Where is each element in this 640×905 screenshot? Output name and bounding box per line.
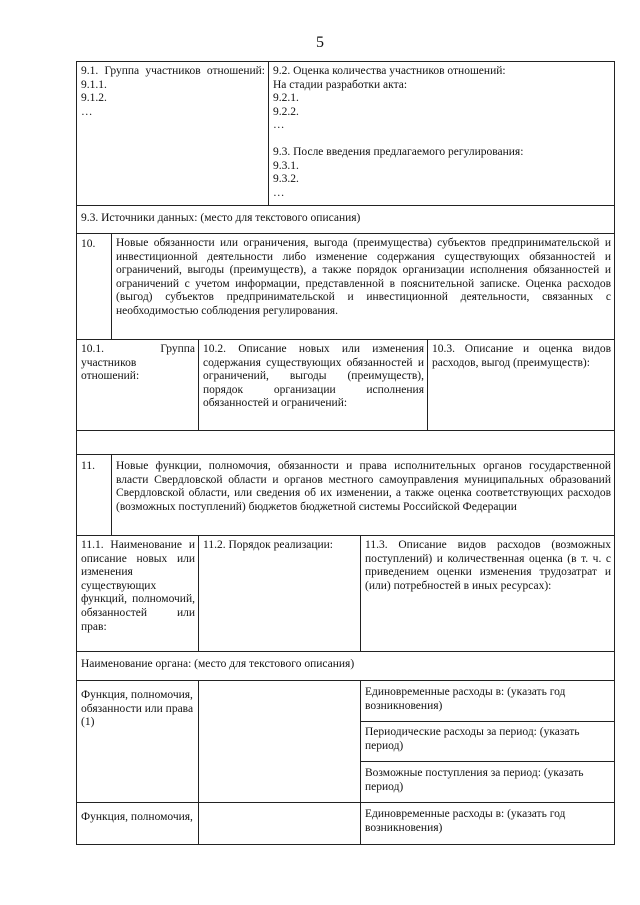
function-1-label: Функция, полномочия, обязанности или права (1)	[81, 689, 194, 729]
stage-dev-item: …	[273, 119, 285, 132]
count-title: 9.2. Оценка количества участников отношений:	[273, 65, 506, 77]
group-item: 9.1.1.	[81, 78, 107, 91]
stage-dev-item: 9.2.1.	[273, 92, 299, 105]
section-10-text: Новые обязанности или ограничения, выгода (преимущества) субъектов предпринимательской и инвестиционной деятельности либо изменение содержания существующих обязанностей и ограничений, выгоды (преимуществ), а также порядок организации исполнения обязанностей и ограничений с учетом информации, представленной в пояснительной записке. Оценка расходов (выгод) субъектов предпринимательской и инвестиционной деятельности, связанных с необходимостью соблюдения регулирования.	[111, 234, 614, 340]
after-item: 9.3.2.	[273, 173, 299, 186]
after-item: …	[273, 186, 285, 199]
sources-text: 9.3. Источники данных: (место для текстового описания)	[81, 212, 361, 224]
periodic-cost-1: Периодические расходы за период: (указать период)	[365, 726, 580, 752]
page-number: 5	[316, 34, 324, 51]
col-11-1: 11.1. Наименование и описание новых или изменения существующих функций, полномочий, обязанностей или прав:	[81, 539, 195, 633]
onetime-cost-2: Единовременные расходы в: (указать год возникновения)	[360, 803, 614, 845]
col-10-1: 10.1. Группа участников отношений:	[81, 343, 195, 383]
after-title: 9.3. После введения предлагаемого регулирования:	[273, 145, 524, 158]
function-row-2	[77, 802, 614, 845]
function-1-empty-cell	[198, 681, 360, 803]
onetime-cost-1: Единовременные расходы в: (указать год возникновения)	[365, 686, 566, 712]
function-2-empty-cell	[198, 803, 360, 845]
section-10-header	[77, 233, 614, 340]
stage-dev: На стадии разработки акта:	[273, 78, 408, 91]
stage-dev-item: 9.2.2.	[273, 105, 299, 118]
function-row-1	[77, 680, 614, 803]
organ-text: Наименование органа: (место для текстового описания)	[81, 658, 355, 670]
section-9-participants	[77, 62, 614, 205]
section-11-header	[77, 454, 614, 536]
col-11-3: 11.3. Описание видов расходов (возможных поступлений) и количественная оценка (в т. ч. с приведением оценки изменения трудозатрат и (или) потребностей в иных ресурсах):	[360, 536, 614, 652]
group-item: 9.1.2.	[81, 92, 107, 105]
after-item: 9.3.1.	[273, 159, 299, 172]
group-item: …	[81, 105, 93, 118]
section-10-number: 10.	[81, 238, 96, 250]
function-2-label: Функция, полномочия,	[81, 811, 193, 823]
col-11-2: 11.2. Порядок реализации:	[198, 536, 360, 652]
col-10-3: 10.3. Описание и оценка видов расходов, выгод (преимуществ):	[427, 340, 614, 431]
section-11-columns	[77, 535, 614, 652]
group-title: 9.1. Группа участников отношений:	[81, 65, 265, 77]
organ-row	[77, 651, 614, 681]
assessment-table	[76, 61, 615, 845]
possible-income-1: Возможные поступления за период: (указать период)	[365, 767, 584, 793]
section-11-text: Новые функции, полномочия, обязанности и права исполнительных органов государственной власти Свердловской области и органов местного самоуправления муниципальных образований Свердловской области, или сведения об их изменении, а также оценка соответствующих расходов (возможных поступлений) бюджетов бюджетной системы Российской Федерации	[111, 455, 614, 536]
empty-row	[77, 430, 614, 455]
section-9-sources	[77, 205, 614, 234]
col-10-2: 10.2. Описание новых или изменения содержания существующих обязанностей и ограничений, выгоды (преимуществ), порядок организации исполнения обязанностей и ограничений:	[198, 340, 427, 431]
section-10-columns	[77, 339, 614, 431]
section-11-number: 11.	[81, 460, 95, 472]
